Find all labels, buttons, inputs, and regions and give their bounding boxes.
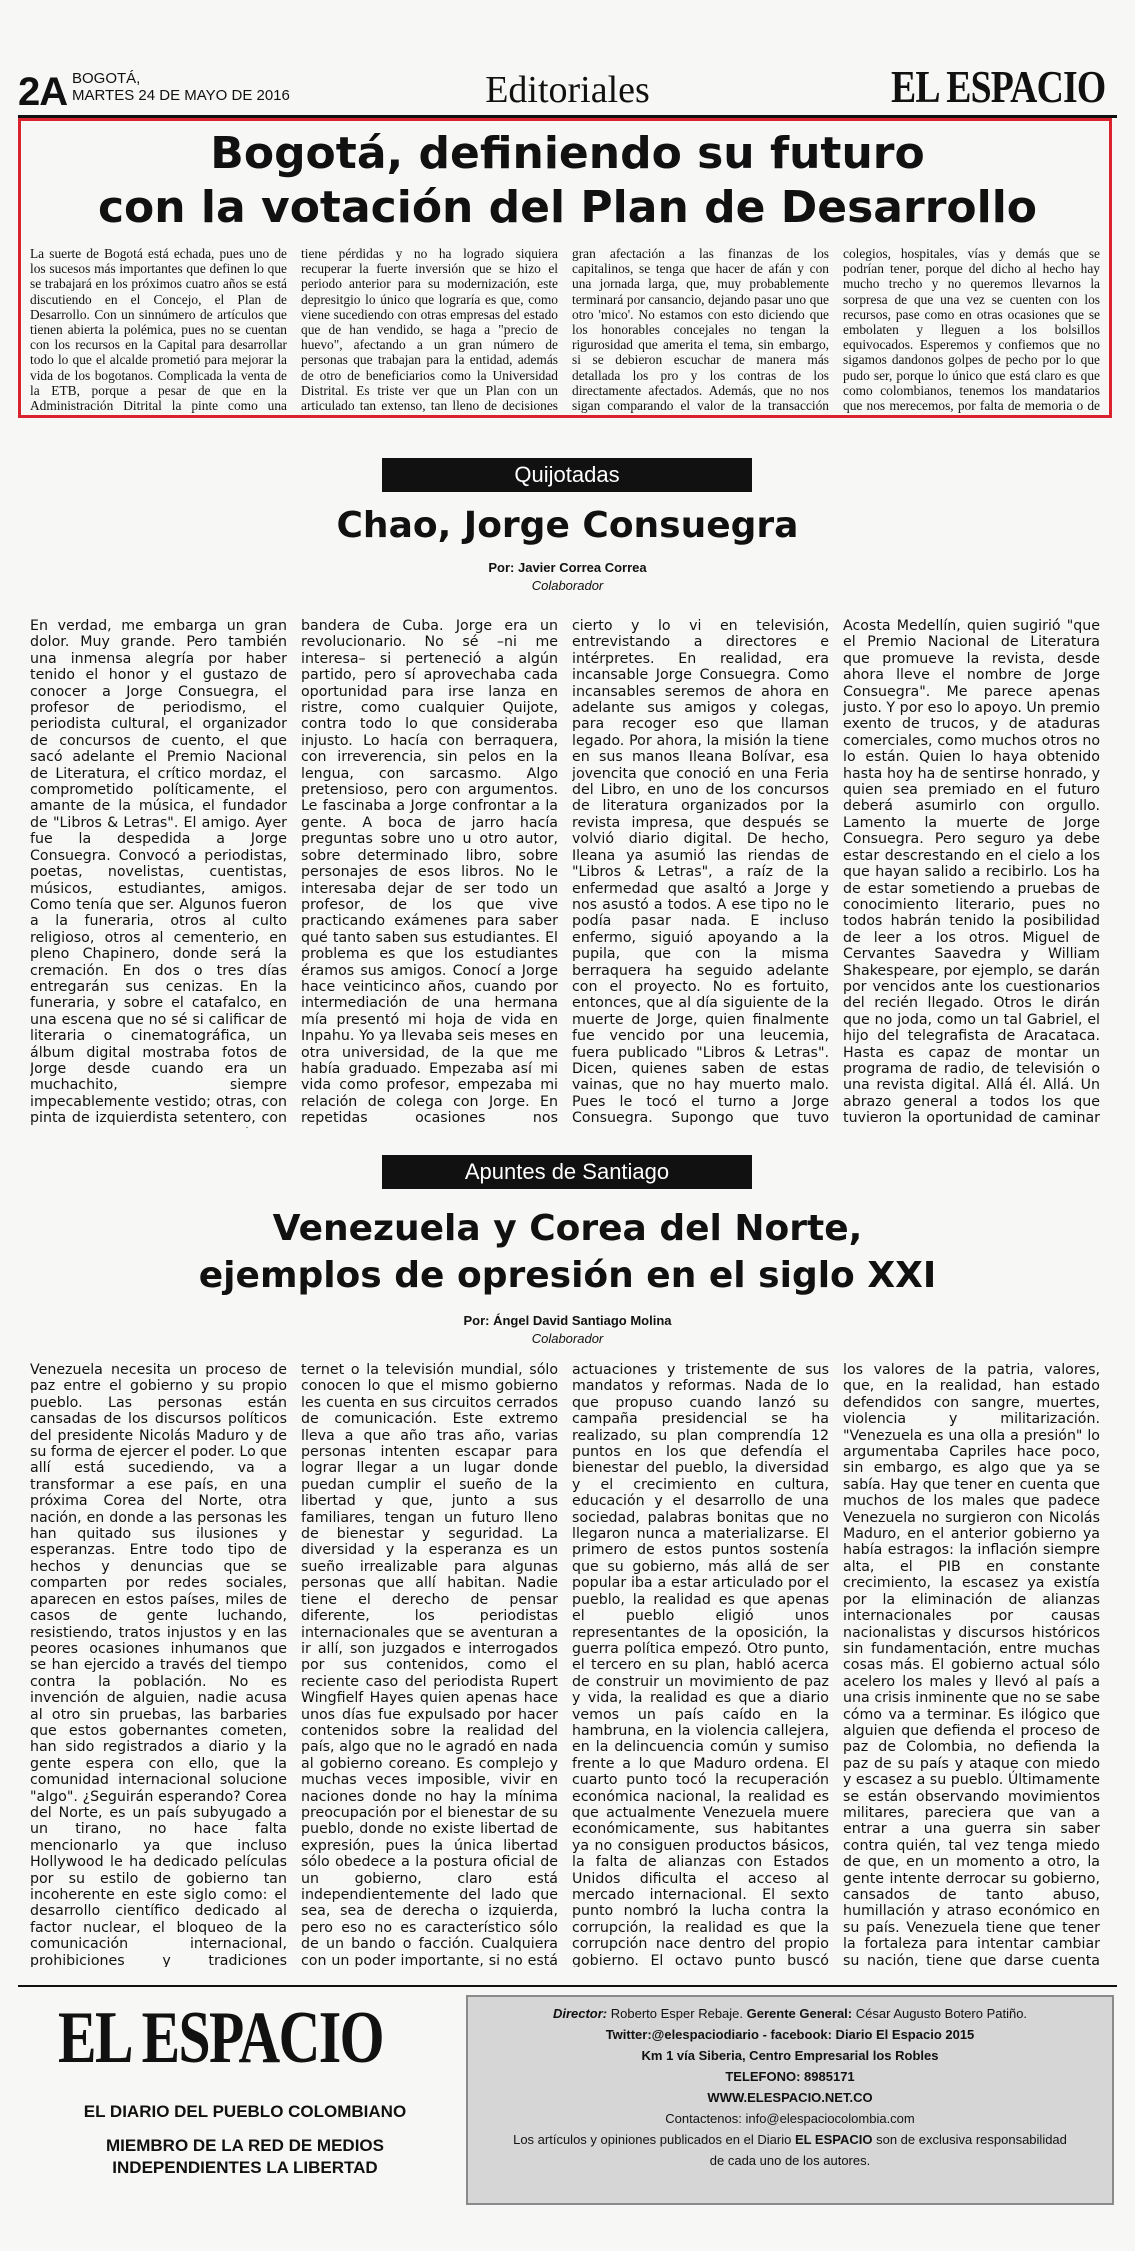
manager-name: César Augusto Botero Patiño. xyxy=(855,2006,1028,2021)
editorial-column: tiene pérdidas y no ha logrado siquiera recuperar la fuerte inversión que se hizo el periodo anterior para su modernización, este depresitgio lo único que lograría es que, como viene sucediendo con otras empresas del estado que de han vendido, se haga a "precio de huevo", afectando a un gran número de personas que trabajan para la entidad, además de otro de beneficiarios como la Universidad Distrital. Es triste ver que un Plan con un articulado tan extenso, tan lleno de decisiones xyxy=(301,246,558,414)
footer-rule xyxy=(18,1985,1117,1987)
disclaimer-text: Los artículos y opiniones publicados en el Diario xyxy=(513,2132,792,2147)
article-column: actuaciones y tristemente de sus mandatos y reformas. Nada de lo que propuso cuando lanzó su campaña presidencial se ha realizado, su plan comprendía 12 puntos en los que defendía el bienestar del pueblo, la diversidad y el crecimiento en cultura, educación y el desarrollo de una sociedad, palabras bonitas que no llegaron nunca a materializarse. El primero de estos puntos sostenía que su gobierno, más allá de ser popular iba a estar articulado por el pueblo, la realidad es que apenas el pueblo eligió unos representantes de la oposición, la guerra política empezó. Otro punto, el tercero en su plan, habló acerca de construir un movimiento de paz y vida, la realidad es que a diario vemos un país caído en la hambruna, en la violencia callejera, en la delincuencia común y sumiso frente a lo que Maduro ordena. El cuarto punto tocó la recuperación económica nacional, la realidad es que actualmente Venezuela muere económicamente, sus habitantes ya no consiguen productos básicos, la falta de alianzas con Estados Unidos dificulta el acceso al mercado internacional. El sexto punto nombró la lucha contra la corrupción, la realidad es que la corrupción nace dentro del propio gobierno. El octavo punto buscó xyxy=(572,1362,829,1967)
social-line: Twitter:@elespaciodiario - facebook: Diario El Espacio 2015 xyxy=(605,2027,975,2042)
article-byline: Por: Javier Correa Correa xyxy=(488,560,647,575)
article-body xyxy=(30,618,1100,1128)
director-label: Director: xyxy=(552,2006,608,2021)
footer-membership-line2: INDEPENDIENTES LA LIBERTAD xyxy=(112,2158,378,2177)
article-column: cierto y lo vi en televisión, entrevistando a directores e intérpretes. En realidad, era incansable Jorge Consuegra. Como incansables seremos de ahora en adelante sus amigos y colegas, para recoger eso que llaman legado. Por ahora, la misión la tiene en sus manos Ileana Bolívar, esa jovencita que conoció en una Feria del Libro, en uno de los concursos de literatura organizados por la revista impresa, que después se volvió diario digital. De hecho, Ileana ya asumió las riendas de "Libros & Letras", a raíz de la enfermedad que asaltó a Jorge y nos asustó a todos. A ese tipo no le podía pasar nada. E incluso enfermo, siguió apoyando a la pupila, que con la misma berraquera ha seguido adelante con el proyecto. No es fortuito, entonces, que al día siguiente de la muerte de Jorge, quien finalmente fue vencido por una leucemia, fuera publicado "Libros & Letras". Dicen, quienes saben de estas vainas, que no hay muerto malo. Pues le tocó el turno a Jorge Consuegra. Supongo que tuvo xyxy=(572,618,829,1127)
article-column: los valores de la patria, valores, que, en la realidad, han estado defendidos con sangre, muertes, violencia y militarización. "Venezuela es una olla a presión" lo argumentaba Capriles hace poco, sin embargo, es algo que ya se sabía. Hay que tener en cuenta que muchos de los males que padece Venezuela no surgieron con Nicolás Maduro, en el anterior gobierno ya había estragos: la inflación siempre alta, el PIB en constante crecimiento, la escasez ya existía por la eliminación de alianzas internacionales por causas nacionalistas y discursos históricos sin fundamentación, entre muchas cosas más. El gobierno actual sólo acelero los males y llevó al país a una crisis inminente que no se sabe cómo va a terminar. Es ilógico que alguien que defienda el proceso de paz de Colombia, no defienda la paz de su país y ataque con miedo y escasez a su pueblo. Últimamente se están observando movimientos militares, pareciera que van a entrar a una guerra sin saber contra quién, tal vez tenga miedo de que, en un momento a otro, la gente intente derrocar su gobierno, cansados de tanto abuso, humillación y atraso económico en su país. Venezuela tiene que tener la fortaleza para intentar cambiar su nación, tiene que darse cuenta xyxy=(843,1362,1100,1967)
phone-line: TELEFONO: 8985171 xyxy=(725,2069,855,2084)
director-name: Roberto Esper Rebaje. xyxy=(610,2006,744,2021)
page-number: 2A xyxy=(18,70,68,114)
column-section-bar: Apuntes de Santiago xyxy=(382,1155,752,1189)
disclaimer-brand: EL ESPACIO xyxy=(794,2132,873,2147)
article-title-line2: ejemplos de opresión en el siglo XXI xyxy=(198,1255,937,1296)
article-column: Acosta Medellín, quien sugirió "que el Premio Nacional de Literatura que promueve la revista, desde ahora lleve el nombre de Jorge Consuegra". Me parece apenas justo. Y por eso lo apoyo. Un premio exento de trucos, y de ataduras comerciales, como muchos otros no lo están. Quien lo haya obtenido hasta hoy ha de sentirse honrado, y quien sea premiado en el futuro deberá asumirlo con orgullo. Lamento la muerte de Jorge Consuegra. Pero seguro ya debe estar descrestando en el cielo a los que hayan salido a recibirlo. Los ha de estar sometiendo a pruebas de conocimiento literario, pues no todos habrán tenido la posibilidad de leer a los otros. Miguel de Cervantes Saavedra y William Shakespeare, por ejemplo, se darán por vencidos ante los cuestionarios del recién llegado. Otros le dirán que no joda, como un tal Gabriel, el hijo del telegrafista de Aracataca. Hasta es capaz de montar un programa de radio, de televisión o una revista digital. Allá él. Allá. Un abrazo general a todos los que tuvieron la oportunidad de caminar xyxy=(843,618,1100,1127)
article-author-role: Colaborador xyxy=(531,578,604,593)
dateline-date: MARTES 24 DE MAYO DE 2016 xyxy=(72,87,290,104)
editorial-body xyxy=(30,246,1100,414)
disclaimer-text: son de exclusiva responsabilidad xyxy=(876,2132,1067,2147)
dateline-city: BOGOTÁ, xyxy=(72,70,141,87)
article-column: ternet o la televisión mundial, sólo conocen lo que el mismo gobierno les cuenta en sus circuitos cerrados de comunicación. Este extremo lleva a que año tras año, varias personas intenten escapar para lograr llegar a un lugar donde puedan cumplir el sueño de la libertad y que, junto a sus familiares, tengan un futuro lleno de bienestar y seguridad. La diversidad y la esperanza es un sueño irrealizable para algunas personas que allí habitan. Nadie tiene el derecho de pensar diferente, los periodistas internacionales que se aventuran a ir allí, son juzgados e interrogados por sus contenidos, como el reciente caso del periodista Rupert Wingfielf Hayes quien apenas hace unos días fue expulsado por hacer contenidos sobre la realidad del país, algo que no le agradó en nada al gobierno coreano. Es complejo y muchas veces imposible, vivir en naciones donde no hay la mínima preocupación por el bienestar de su pueblo, donde no existe libertad de expresión, pues la única libertad sólo obedece a la postura oficial de un gobierno, claro está independientemente del lado que sea, sea de derecha o izquierda, pero eso no es característico sólo de un bando o facción. Cualquiera con un poder importante, si no está xyxy=(301,1362,558,1967)
article-byline: Por: Ángel David Santiago Molina xyxy=(463,1313,672,1328)
disclaimer-line xyxy=(468,2129,1112,2150)
editorial-title-line2: con la votación del Plan de Desarrollo xyxy=(97,182,1038,233)
disclaimer-line-2: de cada uno de los autores. xyxy=(709,2153,871,2168)
editorial-column: colegios, hospitales, vías y demás que se podrían tener, porque del dicho al hecho hay mucho trecho y no queremos llevarnos la sorpresa de que una vez se cuenten con los recursos, pase como en otras ocasiones que se embolaten y lleguen a los bolsillos equivocados. Esperemos y confiemos que no sigamos dandonos golpes de pecho por lo que pudo ser, porque lo único que está claro es que como colombianos, tenemos los mandatarios que nos merecemos, por falta de memoria o de xyxy=(843,246,1100,414)
article-body xyxy=(30,1362,1100,1967)
article-author-role: Colaborador xyxy=(531,1331,604,1346)
section-title: Editoriales xyxy=(485,69,650,111)
footer-tagline: EL DIARIO DEL PUEBLO COLOMBIANO xyxy=(83,2102,407,2121)
masthead-logo: EL ESPACIO xyxy=(890,61,1105,112)
article-column: bandera de Cuba. Jorge era un revolucionario. No sé –ni me interesa– si perteneció a algún partido, pero sí aprovechaba cada oportunidad para irse lanza en ristre, como cualquier Quijote, contra todo lo que consideraba injusto. Lo hacía con berraquera, con irreverencia, sin pelos en la lengua, con sarcasmo. Algo pretensioso, pero con argumentos. Le fascinaba a Jorge confrontar a la gente. A boca de jarro hacía preguntas sobre uno u otro autor, sobre determinado libro, sobre personajes de esos libros. No le interesaba dejar de ser todo un profesor, de los que vive practicando exámenes para saber qué tanto saben sus estudiantes. El problema es que los estudiantes éramos sus amigos. Conocí a Jorge hace veinticinco años, cuando por intermediación de una hermana mía presentó mi hoja de vida en Inpahu. Yo ya llevaba seis meses en otra universidad, de la que me había graduado. Empezaba así mi vida como profesor, empezaba mi relación de colega con Jorge. En repetidas ocasiones nos xyxy=(301,618,558,1127)
article-title: Chao, Jorge Consuegra xyxy=(336,505,799,546)
web-link[interactable]: WWW.ELESPACIO.NET.CO xyxy=(707,2090,873,2105)
editorial-title-line1: Bogotá, definiendo su futuro xyxy=(210,128,925,179)
credits-line xyxy=(468,2003,1112,2024)
editorial-column: La suerte de Bogotá está echada, pues uno de los sucesos más importantes que definen lo que se trabajará en los próximos cuatro años se está discutiendo en el Concejo, el Plan de Desarrollo. Con un sinnúmero de artículos que tienen abierta la polémica, pues no se cuentan con los recursos en la Capital para desarrollar todo lo que el alcalde prometió para mejorar la vida de los bogotanos. Complicada la venta de la ETB, porque a pesar de que en la Administración Ditrital la pinte como una xyxy=(30,246,287,414)
footer-membership xyxy=(40,2135,450,2179)
article-column: En verdad, me embarga un gran dolor. Muy grande. Pero también una inmensa alegría por haber tenido el honor y el gustazo de conocer a Jorge Consuegra, el profesor de periodismo, el periodista cultural, el organizador de concursos de cuento, el que sacó adelante el Premio Nacional de Literatura, el crítico mordaz, el comprometido políticamente, el amante de la música, el fundador de "Libros & Letras". El amigo. Ayer fue la despedida a Jorge Consuegra. Convocó a periodistas, poetas, novelistas, cuentistas, músicos, estudiantes, amigos. Como tenía que ser. Algunos fueron a la funeraria, otros al culto religioso, otros al cementerio, en pleno Chapinero, donde será la cremación. En dos o tres días entregarán sus cenizas. En la funeraria, y sobre el catafalco, en una escena que no sé si calificar de literaria o cinematográfica, un álbum digital mostraba fotos de Jorge desde cuando era un muchachito, siempre impecablemente vestido; otras, con pinta de izquierdista setentero, con xyxy=(30,618,287,1127)
manager-label: Gerente General: xyxy=(746,2006,853,2021)
article-title-line1: Venezuela y Corea del Norte, xyxy=(272,1208,863,1249)
contact-email[interactable]: Contactenos: info@elespaciocolombia.com xyxy=(665,2111,915,2126)
footer-credits-box xyxy=(466,1995,1114,2205)
footer-membership-line1: MIEMBRO DE LA RED DE MEDIOS xyxy=(106,2136,384,2155)
column-section-bar: Quijotadas xyxy=(382,458,752,492)
article-column: Venezuela necesita un proceso de paz entre el gobierno y su propio pueblo. Las personas están cansadas de los discursos políticos del presidente Nicolás Maduro y de su forma de ejercer el poder. Lo que allí está sucediendo, va a transformar a ese país, en una próxima Corea del Norte, otra nación, en donde a las personas les han quitado sus ilusiones y esperanzas. Entre todo tipo de hechos y denuncias que se comparten por redes sociales, aparecen en estos países, miles de casos de gente luchando, resistiendo, tratos injustos y en las peores ocasiones inhumanos que se han ejercido a través del tiempo contra la población. No es invención de alguien, nadie acusa al otro sin pruebas, las barbaries que estos gobernantes cometen, han sido registrados a diario y la gente espera con ello, que la comunidad internacional solucione "algo". ¿Seguirán esperando? Corea del Norte, es un país subyugado a un tirano, no hace falta mencionarlo ya que incluso Hollywood le ha dedicado películas por su estilo de gobierno tan incoherente en este siglo como: el desarrollo científico dedicado al factor nuclear, el bloqueo de la comunicación internacional, prohibiciones y tradiciones xyxy=(30,1362,287,1967)
address-line: Km 1 vía Siberia, Centro Empresarial los Robles xyxy=(641,2048,939,2063)
editorial-column: gran afectación a las finanzas de los capitalinos, se tenga que hacer de afán y con una jornada larga, que, muy probablemente terminará por cansancio, dejando pasar uno que otro 'mico'. No estamos con esto diciendo que los honorables concejales no tengan la rigurosidad que amerita el tema, sin embargo, si se debieron escuchar de manera más detallada los pro y los contras de los directamente afectados. Además, que no nos sigan comparando el valor de la transacción xyxy=(572,246,829,414)
footer-logo: EL ESPACIO xyxy=(58,1997,383,2079)
